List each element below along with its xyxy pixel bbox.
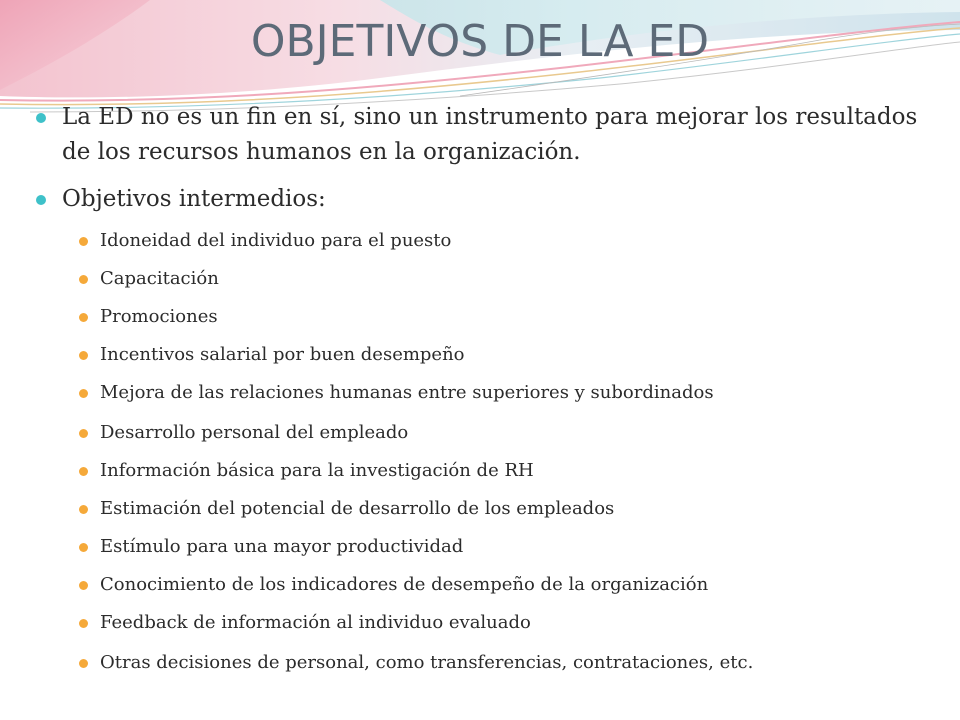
sub-bullet <box>100 650 930 676</box>
sub-bullet-text: Desarrollo personal del empleado <box>100 422 409 443</box>
sub-bullet-text: Información básica para la investigación de RH <box>100 460 534 481</box>
sub-bullet <box>100 496 930 522</box>
sub-bullet-text: Estímulo para una mayor productividad <box>100 536 464 557</box>
bullet-dot-icon <box>79 505 88 514</box>
sub-bullet <box>100 228 930 254</box>
bullet-dot-icon <box>79 619 88 628</box>
sub-bullet-text: Feedback de información al individuo evaluado <box>100 612 531 633</box>
sub-bullet <box>100 266 930 292</box>
sub-bullet-text: Incentivos salarial por buen desempeño <box>100 344 465 365</box>
bullet-dot-icon <box>79 659 88 668</box>
bullet-dot-icon <box>79 429 88 438</box>
main-bullet-objectives <box>62 182 922 217</box>
sub-bullet <box>100 458 930 484</box>
sub-bullet-text: Capacitación <box>100 268 219 289</box>
slide-title: OBJETIVOS DE LA ED <box>250 16 710 67</box>
sub-bullet-text: Promociones <box>100 306 218 327</box>
sub-bullet-text: Otras decisiones de personal, como transferencias, contrataciones, etc. <box>100 652 754 673</box>
bullet-dot-icon <box>79 351 88 360</box>
bullet-dot-icon <box>79 275 88 284</box>
sub-bullet-text: Conocimiento de los indicadores de desempeño de la organización <box>100 574 709 595</box>
bullet-dot-icon <box>36 113 46 123</box>
bullet-dot-icon <box>79 389 88 398</box>
sub-bullet <box>100 304 930 330</box>
sub-bullet <box>100 534 930 560</box>
bullet-dot-icon <box>79 543 88 552</box>
sub-bullet-text: Estimación del potencial de desarrollo de los empleados <box>100 498 615 519</box>
main-bullet-text: Objetivos intermedios: <box>62 186 326 212</box>
main-bullet-purpose <box>62 100 922 170</box>
bullet-dot-icon <box>79 237 88 246</box>
bullet-dot-icon <box>79 581 88 590</box>
bullet-dot-icon <box>79 313 88 322</box>
bullet-dot-icon <box>36 195 46 205</box>
bullet-dot-icon <box>79 467 88 476</box>
sub-bullet-text: Idoneidad del individuo para el puesto <box>100 230 452 251</box>
sub-bullet <box>100 380 930 406</box>
sub-bullet <box>100 572 930 598</box>
sub-bullet <box>100 610 930 636</box>
sub-bullet-text: Mejora de las relaciones humanas entre superiores y subordinados <box>100 382 714 403</box>
sub-bullet <box>100 342 930 368</box>
sub-bullet <box>100 420 930 446</box>
main-bullet-text: La ED no es un fin en sí, sino un instrumento para mejorar los resultados de los recursos humanos en la organización. <box>62 104 918 165</box>
